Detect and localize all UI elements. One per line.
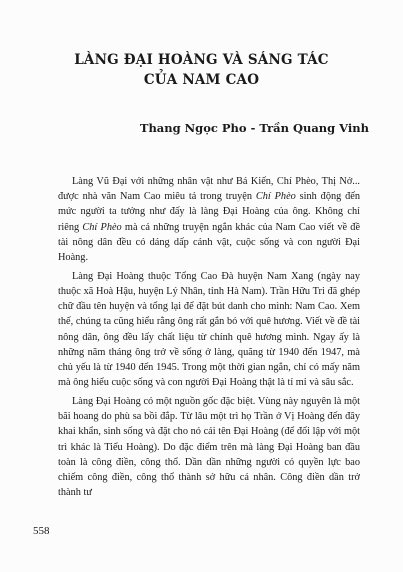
paragraph-1-part-1: Làng Vũ Đại với những nhân vật như Bá Kiến, Chí Phèo, Thị Nở... được nhà văn Nam Cao miêu tả trong truyện <box>58 176 360 203</box>
chapter-title-line-1: LÀNG ĐẠI HOÀNG VÀ SÁNG TÁC <box>74 52 329 68</box>
paragraph-2: Làng Đại Hoàng thuộc Tổng Cao Đà huyện Nam Xang (ngày nay thuộc xã Hoà Hậu, huyện Lý Nhân, tỉnh Hà Nam). Trần Hữu Tri đã ghép chữ đầu tên huyện và tổng lại để đặt bút danh cho mình: Nam Cao. Xem thế, chúng ta cũng hiểu rằng ông rất gắn bó với quê hương. Viết về đề tài nông dân, ông đều lấy chất liệu từ chính quê hương mình. Ngay ấy là những năm tháng ông trở về sống ở làng, quãng từ 1940 đến 1947, mà chủ yếu là từ 1940 đến 1945. Trong một thời gian ngắn, chỉ có mấy năm mà ông hiểu cuộc sống và con người Đại Hoàng thật là tỉ mỉ và sâu sắc. <box>58 270 360 389</box>
chapter-body <box>58 174 360 504</box>
paragraph-1 <box>58 174 360 265</box>
chapter-title-line-2: CỦA NAM CAO <box>143 72 260 88</box>
paragraph-1-part-3: mà cả những truyện ngắn khác của Nam Cao viết về đề tài nông dân đều có dáng dấp cảnh vật, cuộc sống và con người Đại Hoàng. <box>58 221 361 264</box>
paragraph-3: Làng Đại Hoàng có một nguồn gốc đặc biệt. Vùng này nguyên là một bãi hoang do phù sa bồi đắp. Từ lâu một trì họ Trần ở Vị Hoàng đến đây khai khẩn, sinh sống và đặt cho nó cái tên Đại Hoàng (để đối lập với một trì khác là Tiểu Hoàng). Do đặc điểm trên mà làng Đại Hoàng ban đầu toàn là công điền, công thổ. Dần dần những người có quyền lực bao chiếm công điền, công thổ thành sở hữu cá nhân. Công điền dần trở thành tư <box>58 396 360 499</box>
paragraph-1-italic-title-1: Chí Phèo <box>255 191 296 203</box>
page-number: 558 <box>33 525 50 537</box>
paragraph-1-italic-title-2: Chí Phèo <box>82 221 122 233</box>
chapter-authors: Thang Ngọc Pho - Trần Quang Vinh <box>139 121 369 135</box>
paragraph-1-part-2: sinh động đến mức người ta tưởng như đấy là làng Đại Hoàng của ông. Không chỉ riêng <box>58 191 361 233</box>
